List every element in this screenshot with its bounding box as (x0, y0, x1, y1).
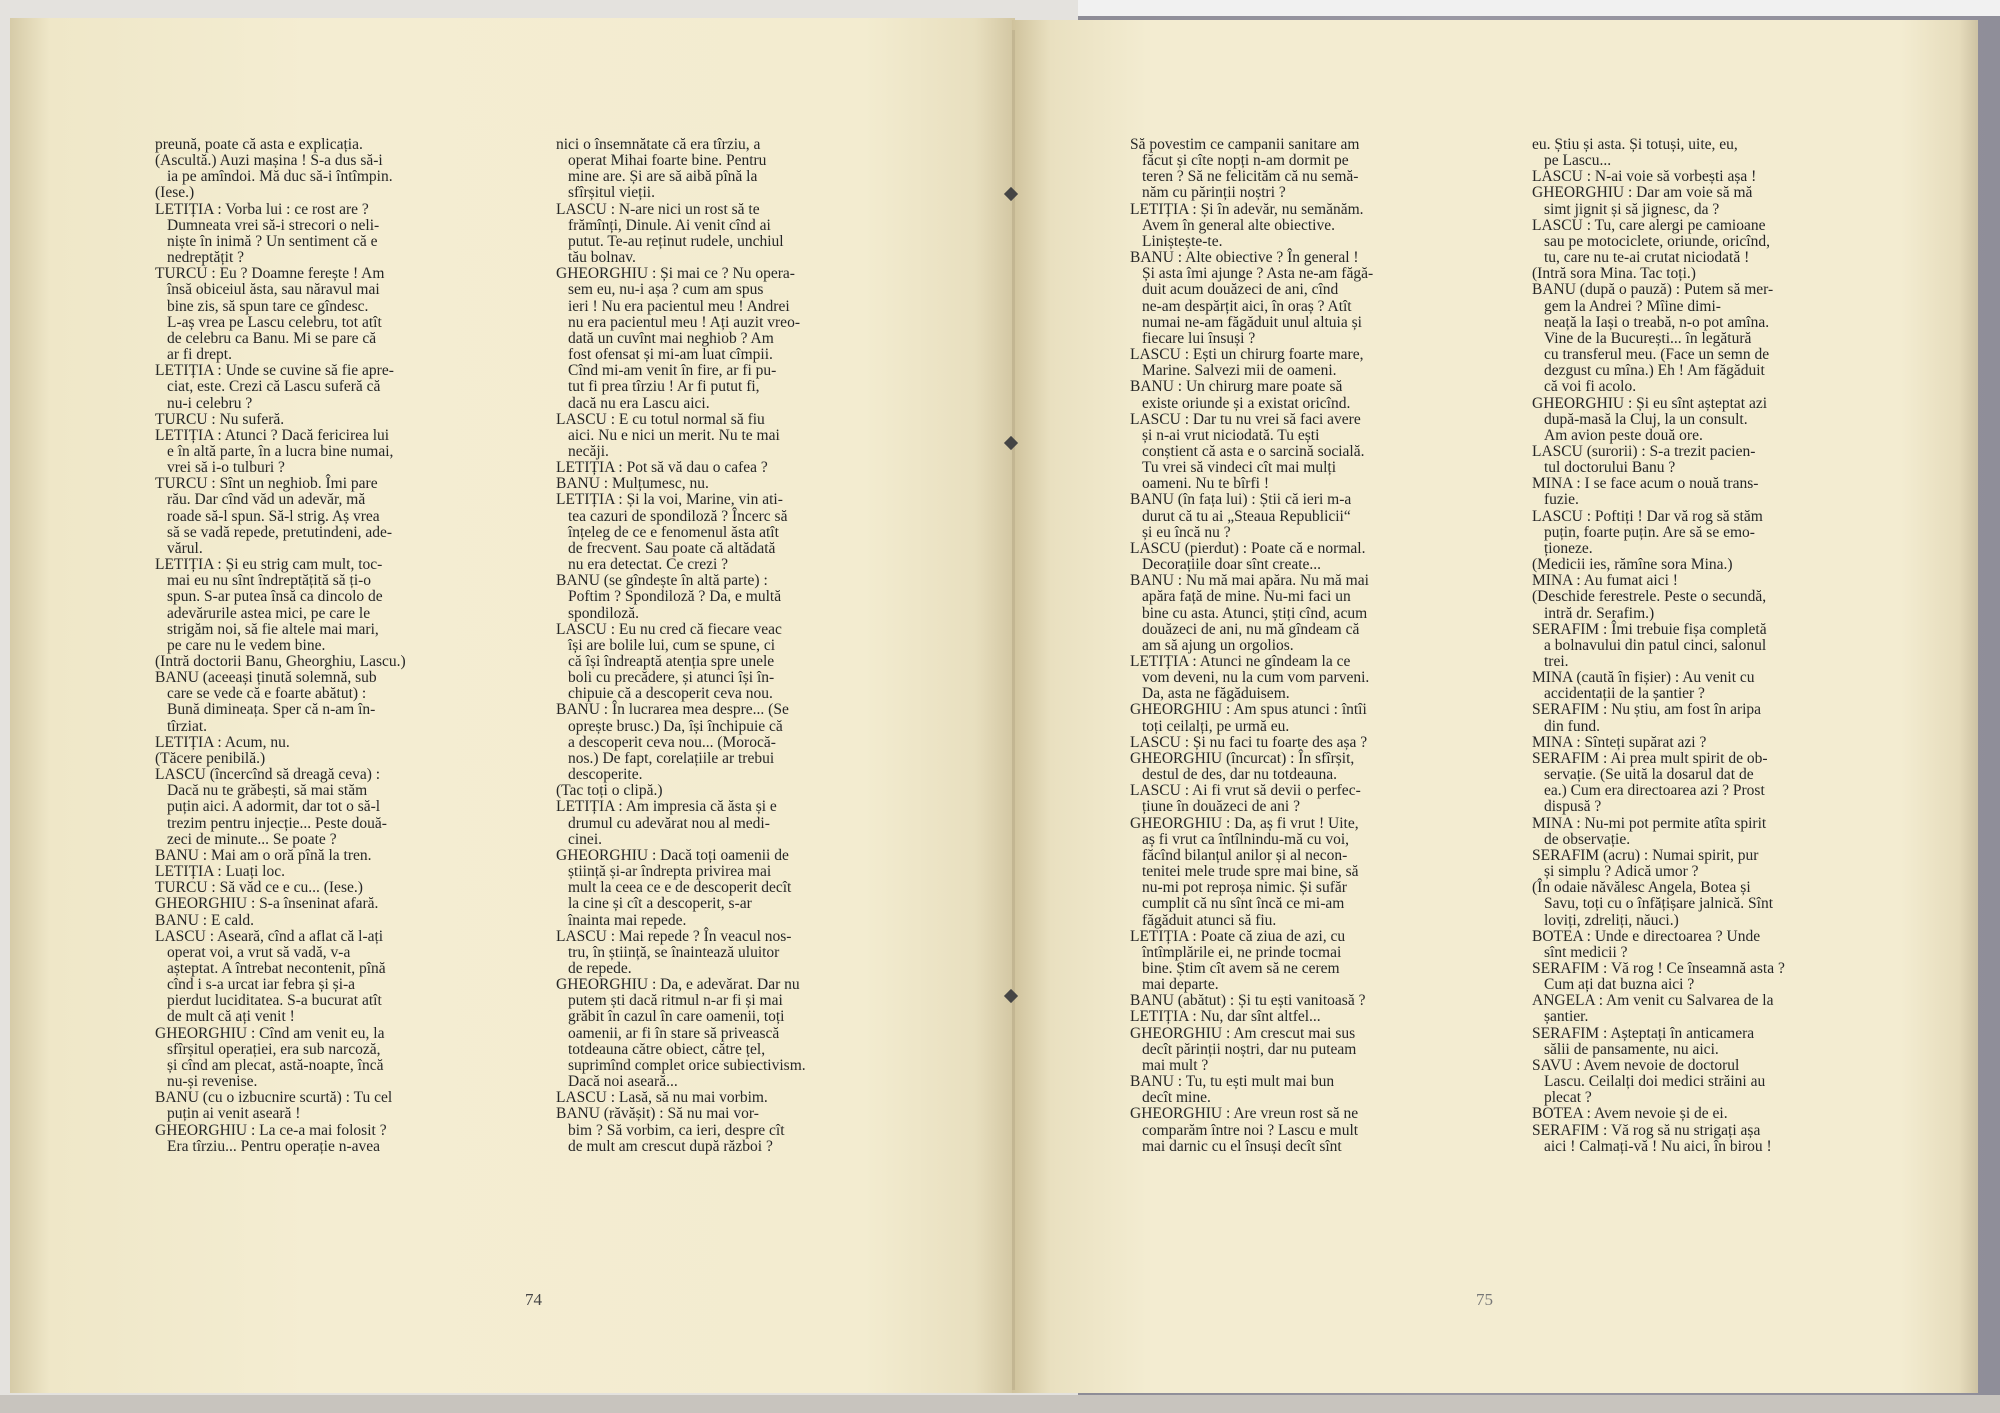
text-line: GHEORGHIU : Cînd am venit eu, la (155, 1024, 385, 1042)
text-line: BANU (aceeași ținută solemnă, sub (155, 669, 377, 687)
text-line: boli cu precădere, și atunci își în- (568, 669, 775, 687)
text-line: ciat, este. Crezi că Lascu suferă că (167, 378, 381, 396)
text-line: putem ști dacă ritmul n-ar fi și mai (568, 992, 783, 1010)
text-line: LASCU : N-are nici un rost să te (556, 200, 760, 218)
text-line: Și asta îmi ajunge ? Asta ne-am făgă- (1142, 265, 1374, 283)
text-line: eu. Știu și asta. Și totuși, uite, eu, (1532, 136, 1738, 153)
text-line: cumplit că nu sînt încă ce mi-am (1142, 895, 1345, 913)
text-line: (Ascultă.) Auzi mașina ! S-a dus să-i (155, 152, 383, 170)
text-line: LETIȚIA : Acum, nu. (155, 733, 290, 751)
text-line: LASCU : Ai fi vrut să devii o perfec- (1130, 782, 1361, 800)
text-line: LASCU : Și nu faci tu foarte des așa ? (1130, 733, 1368, 751)
text-line: servație. (Se uită la dosarul dat de (1544, 766, 1754, 784)
text-line: fost ofensat și mi-am luat cîmpii. (568, 346, 773, 364)
text-line: drumul cu adevărat nou al medi- (568, 814, 770, 832)
text-line: cinei. (568, 830, 602, 848)
text-line: TURCU : Nu suferă. (155, 410, 285, 428)
text-line: Decorațiile doar sînt create... (1142, 556, 1322, 574)
text-line: LETIȚIA : Luați loc. (155, 863, 285, 881)
text-line: tul doctorului Banu ? (1544, 459, 1676, 477)
text-line: nu-mi pot reproșa nimic. Și sufăr (1142, 879, 1347, 897)
text-line: loviți, zdreliți, năuci.) (1544, 911, 1679, 929)
text-line: rău. Dar cînd văd un adevăr, mă (167, 491, 366, 509)
text-line: SERAFIM : Vă rog ! Ce înseamnă asta ? (1532, 959, 1785, 977)
text-line: GHEORGHIU : Am crescut mai sus (1130, 1024, 1356, 1042)
text-line: mai departe. (1142, 976, 1219, 994)
text-line: numai ne-am făgăduit unul altuia și (1142, 313, 1362, 331)
text-line: Avem în general alte obiective. (1142, 216, 1335, 234)
text-line: ea.) Cum era directoarea azi ? Prost (1544, 782, 1765, 800)
text-line: LETIȚIA : Nu, dar sînt altfel... (1130, 1008, 1321, 1026)
text-line: intră dr. Serafim.) (1544, 604, 1655, 622)
text-line: LASCU : Mai repede ? În veacul nos- (556, 927, 792, 945)
book-gutter (1012, 30, 1015, 1390)
text-line: sau pe motociclete, oriunde, oricînd, (1544, 232, 1770, 250)
text-line: înainta mai repede. (568, 911, 687, 929)
text-line: SERAFIM : Așteptați în anticamera (1532, 1024, 1755, 1042)
text-line: dezgust cu mîna.) Eh ! Am făgăduit (1544, 362, 1765, 380)
text-line: BANU (răvășit) : Să nu mai vor- (556, 1105, 759, 1123)
text-line: BOTEA : Unde e directoarea ? Unde (1532, 927, 1761, 945)
text-line: din fund. (1544, 717, 1600, 735)
text-line: SAVU : Avem nevoie de doctorul (1532, 1056, 1740, 1074)
text-line: năm cu părinții noștri ? (1142, 184, 1286, 202)
text-line: LETIȚIA : Și în adevăr, nu semănăm. (1130, 200, 1364, 218)
text-line: LETIȚIA : Pot să vă dau o cafea ? (556, 459, 768, 477)
text-line: SERAFIM : Nu știu, am fost în aripa (1532, 701, 1762, 719)
text-line: LASCU : E cu totul normal să fiu (556, 410, 765, 428)
text-line: Liniștește-te. (1142, 232, 1223, 250)
text-line: strigăm noi, să fie altele mai mari, (167, 620, 379, 638)
text-line: oprește brusc.) Da, își închipuie că (568, 717, 783, 735)
text-line: durut că tu ai „Steaua Republicii“ (1142, 507, 1351, 525)
text-line: simt jignit și să jignesc, da ? (1544, 200, 1720, 218)
text-line: chipuie că a descoperit ceva nou. (568, 685, 773, 703)
text-line: SERAFIM : Vă rog să nu strigați așa (1532, 1121, 1761, 1139)
text-line: bim ? Să vorbim, ca ieri, despre cît (568, 1121, 785, 1139)
text-line: am să ajung un orgolios. (1142, 636, 1294, 654)
text-line: BANU : Nu mă mai apăra. Nu mă mai (1130, 572, 1369, 590)
text-line: GHEORGHIU : Am spus atunci : întîi (1130, 701, 1367, 719)
right-page-column-1 (1130, 137, 1479, 1155)
text-line: de celebru ca Banu. Mi se pare că (167, 329, 377, 347)
text-line: fiecare lui însuși ? (1142, 329, 1256, 347)
text-line: BANU : Mai am o oră pînă la tren. (155, 846, 372, 864)
text-line: MINA : Au fumat aici ! (1532, 572, 1678, 590)
right-page-column-2 (1532, 137, 1890, 1155)
text-line: la cine și cît a descoperit, s-ar (568, 895, 752, 913)
text-line: nu-i celebru ? (167, 394, 253, 412)
text-line: știință și-ar îndrepta privirea mai (568, 863, 772, 881)
text-line: mai eu nu sînt îndreptățită să ți-o (167, 572, 372, 590)
text-line: nos.) De fapt, corelațiile ar trebui (568, 749, 775, 767)
text-line: de repede. (568, 959, 632, 977)
text-line: BANU (cu o izbucnire scurtă) : Tu cel (155, 1089, 393, 1107)
text-line: bine. Știm cît avem să ne cerem (1142, 959, 1340, 977)
text-line: GHEORGHIU : Și mai ce ? Nu opera- (556, 265, 795, 283)
text-line: LASCU : Eu nu cred că fiecare veac (556, 620, 782, 638)
text-line: zeci de minute... Se poate ? (167, 830, 337, 848)
text-line: Tu vrei să vindeci cît mai mulți (1142, 459, 1337, 477)
text-line: mai darnic cu el însuși decît sînt (1142, 1137, 1342, 1155)
text-line: Poftim ? Spondiloză ? Da, e multă (568, 588, 782, 606)
text-line: vărul. (167, 539, 203, 557)
text-line: LETIȚIA : Vorba lui : ce rost are ? (155, 200, 369, 218)
text-line: L-aș vrea pe Lascu celebru, tot atît (167, 313, 382, 331)
text-line: MINA (caută în fișier) : Au venit cu (1532, 669, 1755, 687)
text-line: trezim pentru injecție... Peste două- (167, 814, 387, 832)
left-page-column-2 (556, 137, 899, 1155)
binding-stitch (1003, 435, 1021, 453)
text-line: care se vede că e foarte abătut) : (167, 685, 367, 703)
text-line: GHEORGHIU : Dar am voie să mă (1532, 184, 1753, 202)
text-line: BANU (se gîndește în altă parte) : (556, 572, 768, 590)
text-line: puțin aici. A adormit, dar tot o să-l (167, 798, 381, 816)
text-line: ia pe amîndoi. Mă duc să-i întîmpin. (167, 168, 393, 186)
text-line: decît părinții noștri, dar nu puteam (1142, 1040, 1357, 1058)
text-line: Dacă nu te grăbești, să mai stăm (167, 782, 368, 800)
text-line: să se vadă repede, pretutindeni, ade- (167, 523, 393, 541)
text-line: decît mine. (1142, 1089, 1211, 1107)
text-line: LASCU : Aseară, cînd a aflat că l-ați (155, 927, 384, 945)
text-line: oamenii, ar fi în stare să privească (568, 1024, 780, 1042)
text-line: făcînd bilanțul anilor și al necon- (1142, 846, 1348, 864)
text-line: GHEORGHIU : Da, e adevărat. Dar nu (556, 976, 800, 994)
text-line: că își îndreaptă atenția spre unele (568, 653, 775, 670)
text-line: Lascu. Ceilalți doi medici străini au (1544, 1073, 1766, 1091)
text-line: mai mult ? (1142, 1056, 1209, 1074)
text-line: vrei să i-o tulburi ? (167, 459, 285, 477)
text-line: BANU : În lucrarea mea despre... (Se (556, 701, 789, 719)
text-line: SERAFIM : Îmi trebuie fișa completă (1532, 620, 1767, 638)
text-line: Dumneata vrei să-i strecori o neli- (167, 216, 380, 234)
text-line: șantier. (1544, 1008, 1589, 1026)
text-line: pe Lascu... (1544, 152, 1612, 170)
text-line: LASCU : Dar tu nu vrei să faci avere (1130, 410, 1361, 428)
text-line: înțeleg de ce e fenomenul ăsta atît (568, 523, 779, 541)
text-line: Vine de la București... în legătură (1544, 329, 1752, 347)
text-line: putut. Te-au reținut rudele, unchiul (568, 232, 784, 250)
text-line: suprimînd complet orice subiectivism. (568, 1056, 806, 1074)
text-line: douăzeci de ani, nu mă gîndeam că (1142, 620, 1360, 638)
text-line: tut fi prea tîrziu ! Ar fi putut fi, (568, 378, 760, 396)
text-line: Marine. Salvezi mii de oameni. (1142, 362, 1337, 380)
text-line: mult la ceea ce e de descoperit decît (568, 879, 792, 897)
scanner-background-top (1078, 0, 2000, 16)
text-line: teren ? Să ne felicităm că nu semă- (1142, 168, 1359, 186)
text-line: mine are. Și are să aibă pînă la (568, 168, 758, 186)
text-line: frămînți, Dinule. Ai venit cînd ai (568, 216, 771, 234)
text-line: de mult că ați venit ! (167, 1008, 295, 1026)
text-line: Am avion peste două ore. (1544, 426, 1703, 444)
text-line: tu, care nu te-ai crutat niciodată ! (1544, 249, 1750, 267)
text-line: MINA : I se face acum o nouă trans- (1532, 475, 1759, 493)
text-line: Cum ați dat buzna aici ? (1544, 976, 1695, 994)
text-line: LASCU : Lasă, să nu mai vorbim. (556, 1089, 768, 1107)
text-line: după-masă la Cluj, la un consult. (1544, 410, 1748, 428)
text-line: GHEORGHIU : La ce-a mai folosit ? (155, 1121, 387, 1139)
text-line: aici ! Calmați-vă ! Nu aici, în birou ! (1544, 1137, 1772, 1155)
text-line: ționeze. (1544, 539, 1593, 557)
text-line: vom deveni, nu la cum vom parveni. (1142, 669, 1370, 687)
text-line: BOTEA : Avem nevoie și de ei. (1532, 1105, 1728, 1123)
text-line: a descoperit ceva nou... (Morocă- (568, 733, 776, 751)
text-line: MINA : Nu-mi pot permite atîta spirit (1532, 814, 1767, 832)
text-line: cînd i s-a urcat iar febra și și-a (167, 976, 356, 994)
text-line: preună, poate că asta e explicația. (155, 136, 363, 153)
text-line: e în altă parte, în a lucra bine numai, (167, 442, 394, 460)
text-line: (Tăcere penibilă.) (155, 749, 266, 767)
text-line: MINA : Sînteți supărat azi ? (1532, 733, 1707, 751)
text-line: ar fi drept. (167, 346, 232, 364)
text-line: destul de des, dar nu totdeauna. (1142, 766, 1337, 784)
text-line: sălii de pansamente, nu aici. (1544, 1040, 1719, 1058)
text-line: Cînd mi-am venit în fire, ar fi pu- (568, 362, 777, 380)
scanner-background-bottom (0, 1395, 2000, 1413)
text-line: LETIȚIA : Unde se cuvine să fie apre- (155, 362, 394, 380)
text-line: (Deschide ferestrele. Peste o secundă, (1532, 588, 1767, 606)
text-line: LETIȚIA : Și eu strig cam mult, toc- (155, 556, 383, 574)
text-line: spondiloză. (568, 604, 640, 622)
text-line: tea cazuri de spondiloză ? Încerc să (568, 507, 788, 525)
text-line: totdeauna către obiect, către țel, (568, 1040, 766, 1058)
binding-stitch (1003, 988, 1021, 1006)
text-line: LASCU : Tu, care alergi pe camioane (1532, 216, 1766, 234)
text-line: ANGELA : Am venit cu Salvarea de la (1532, 992, 1774, 1010)
binding-stitch (1003, 186, 1021, 204)
text-line: LETIȚIA : Poate că ziua de azi, cu (1130, 927, 1346, 945)
text-line: Savu, toți cu o înfățișare jalnică. Sînt (1544, 895, 1774, 913)
text-line: făcut și cîte nopți n-am dormit pe (1142, 152, 1349, 170)
text-line: bine cu asta. Atunci, știți cînd, acum (1142, 604, 1368, 622)
text-line: LASCU : Poftiți ! Dar vă rog să stăm (1532, 507, 1763, 525)
text-line: BANU : Alte obiective ? În general ! (1130, 249, 1359, 267)
text-line: grăbit în cazul în care oamenii, toți (568, 1008, 785, 1026)
text-line: a bolnavului din patul cinci, salonul (1544, 636, 1767, 654)
text-line: puțin ai venit aseară ! (167, 1105, 301, 1123)
text-line: niște în inimă ? Un sentiment că e (167, 232, 378, 250)
text-line: ieri ! Nu era pacientul meu ! Andrei (568, 297, 790, 315)
text-line: BANU : Mulțumesc, nu. (556, 475, 709, 493)
text-line: plecat ? (1544, 1089, 1592, 1107)
text-line: existe oriunde și a existat oricînd. (1142, 394, 1351, 412)
text-line: (Tac toți o clipă.) (556, 782, 663, 800)
text-line: așteptat. A întrebat necontenit, pînă (167, 959, 386, 977)
text-line: toți ceilalți, pe urmă eu. (1142, 717, 1290, 735)
text-line: și simplu ? Adică umor ? (1544, 863, 1699, 881)
page-number-right: 75 (1476, 1290, 1493, 1309)
text-line: SERAFIM (acru) : Numai spirit, pur (1532, 846, 1759, 864)
text-line: BANU (în fața lui) : Știi că ieri m-a (1130, 491, 1352, 509)
text-line: făgăduit atunci să fiu. (1142, 911, 1277, 929)
text-line: Dacă noi aseară... (568, 1073, 678, 1091)
text-line: tru, în știință, se înaintează uluitor (568, 943, 780, 961)
text-line: întîmplările ei, ne prinde tocmai (1142, 943, 1342, 961)
text-line: trei. (1544, 653, 1569, 670)
text-line: LETIȚIA : Și la voi, Marine, vin ati- (556, 491, 783, 509)
text-line: aș fi vrut ca întîlnindu-mă cu voi, (1142, 830, 1350, 848)
text-line: aici. Nu e nici un merit. Nu te mai (568, 426, 780, 444)
text-line: nu era pacientul meu ! Ați auzit vreo- (568, 313, 800, 331)
text-line: pe care nu le vedem bine. (167, 636, 326, 654)
text-line: fuzie. (1544, 491, 1579, 509)
text-line: TURCU : Să văd ce e cu... (Iese.) (155, 879, 363, 897)
text-line: și n-ai vrut niciodată. Tu ești (1142, 426, 1320, 444)
text-line: GHEORGHIU : Da, aș fi vrut ! Uite, (1130, 814, 1359, 832)
text-line: adevărurile astea mici, pe care le (167, 604, 371, 622)
text-line: că voi fi acolo. (1544, 378, 1637, 396)
text-line: (Iese.) (155, 184, 195, 202)
text-line: gem la Andrei ? Mîine dimi- (1544, 297, 1721, 315)
text-line: tenitei mele trude spre mai bine, să (1142, 863, 1359, 881)
text-line: BANU : Un chirurg mare poate să (1130, 378, 1343, 396)
text-line: nici o însemnătate că era tîrziu, a (556, 136, 761, 153)
text-line: BANU (abătut) : Și tu ești vanitoasă ? (1130, 992, 1366, 1010)
text-line: de mult am crescut după război ? (568, 1137, 773, 1155)
text-line: dacă nu era Lascu aici. (568, 394, 710, 412)
text-line: BANU : Tu, tu ești mult mai bun (1130, 1073, 1335, 1091)
text-line: comparăm între noi ? Lascu e mult (1142, 1121, 1359, 1139)
text-line: GHEORGHIU : Și eu sînt așteptat azi (1532, 394, 1768, 412)
text-line: (Intră doctorii Banu, Gheorghiu, Lascu.) (155, 653, 406, 670)
text-line: (Intră sora Mina. Tac toți.) (1532, 265, 1696, 283)
text-line: LASCU (surorii) : S-a trezit pacien- (1532, 442, 1756, 460)
text-line: și eu încă nu ? (1142, 523, 1231, 541)
text-line: BANU : E cald. (155, 911, 255, 929)
text-line: oameni. Nu te bîrfi ! (1142, 475, 1269, 493)
text-line: nu era detectat. Ce crezi ? (568, 556, 729, 574)
page-number-left: 74 (525, 1290, 542, 1309)
text-line: cu transferul meu. (Face un semn de (1544, 346, 1770, 364)
text-line: TURCU : Sînt un neghiob. Îmi pare (155, 475, 378, 493)
text-line: sem eu, nu-i așa ? cum am spus (568, 281, 764, 299)
text-line: SERAFIM : Ai prea mult spirit de ob- (1532, 749, 1768, 767)
text-line: de frecvent. Sau poate că altădată (568, 539, 776, 557)
text-line: GHEORGHIU : Dacă toți oamenii de (556, 846, 789, 864)
text-line: dată un cuvînt mai neghiob ? Am (568, 329, 774, 347)
text-line: nedreptățit ? (167, 249, 245, 267)
text-line: de observație. (1544, 830, 1631, 848)
text-line: ne-am despărțit aici, în oraș ? Atît (1142, 297, 1352, 315)
text-line: puțin, foarte puțin. Are să se emo- (1544, 523, 1755, 541)
text-line: BANU (după o pauză) : Putem să mer- (1532, 281, 1774, 299)
text-line: spun. S-ar putea însă ca dincolo de (167, 588, 383, 606)
text-line: roade să-l spun. Să-l strig. Aș vrea (167, 507, 380, 525)
text-line: pierdut luciditatea. S-a bucurat atît (167, 992, 382, 1010)
text-line: bine zis, să spun tare ce gîndesc. (167, 297, 369, 315)
text-line: sînt medicii ? (1544, 943, 1628, 961)
text-line: Da, asta ne făgăduisem. (1142, 685, 1290, 703)
text-line: Bună dimineața. Sper că n-am în- (167, 701, 376, 719)
text-line: Era tîrziu... Pentru operație n-avea (167, 1137, 381, 1155)
text-line: neață la Iași o treabă, n-o pot amîna. (1544, 313, 1770, 331)
text-line: dispusă ? (1544, 798, 1602, 816)
text-line: GHEORGHIU (încurcat) : În sfîrșit, (1130, 749, 1355, 767)
text-line: tîrziat. (167, 717, 208, 735)
text-line: țiune în douăzeci de ani ? (1142, 798, 1300, 816)
text-line: (În odaie năvălesc Angela, Botea și (1532, 879, 1751, 897)
text-line: LASCU (pierdut) : Poate că e normal. (1130, 539, 1366, 557)
text-line: GHEORGHIU : Are vreun rost să ne (1130, 1105, 1359, 1123)
text-line: LASCU (încercînd să dreagă ceva) : (155, 766, 381, 784)
text-line: TURCU : Eu ? Doamne ferește ! Am (155, 265, 385, 283)
text-line: tău bolnav. (568, 249, 636, 267)
text-line: GHEORGHIU : S-a înseninat afară. (155, 895, 379, 913)
text-line: (Medicii ies, rămîne sora Mina.) (1532, 556, 1733, 574)
text-line: LETIȚIA : Am impresia că ăsta și e (556, 798, 777, 816)
text-line: accidentații de la șantier ? (1544, 685, 1705, 703)
text-line: LETIȚIA : Atunci ? Dacă fericirea lui (155, 426, 390, 444)
text-line: duit acum douăzeci de ani, cînd (1142, 281, 1339, 299)
text-line: și cînd am plecat, astă-noapte, încă (167, 1056, 384, 1074)
text-line: apăra față de mine. Nu-mi faci un (1142, 588, 1351, 606)
text-line: Să povestim ce campanii sanitare am (1130, 136, 1360, 153)
text-line: nu-și revenise. (167, 1073, 258, 1091)
text-line: LETIȚIA : Atunci ne gîndeam la ce (1130, 653, 1351, 670)
text-line: LASCU : N-ai voie să vorbești așa ! (1532, 168, 1757, 186)
text-line: își are bolile lui, cum se spune, ci (568, 636, 776, 654)
text-line: operat voi, a vrut să vadă, v-a (167, 943, 351, 961)
text-line: operat Mihai foarte bine. Pentru (568, 152, 767, 170)
left-page-column-1 (155, 137, 505, 1155)
text-line: sfîrșitul operației, era sub narcoză, (167, 1040, 381, 1058)
text-line: însă obiceiul ăsta, sau năravul mai (167, 281, 380, 299)
text-line: conștient că asta e o sarcină socială. (1142, 442, 1365, 460)
text-line: sfîrșitul vieții. (568, 184, 655, 202)
text-line: descoperite. (568, 766, 643, 784)
text-line: necăji. (568, 442, 609, 460)
text-line: LASCU : Ești un chirurg foarte mare, (1130, 346, 1364, 364)
